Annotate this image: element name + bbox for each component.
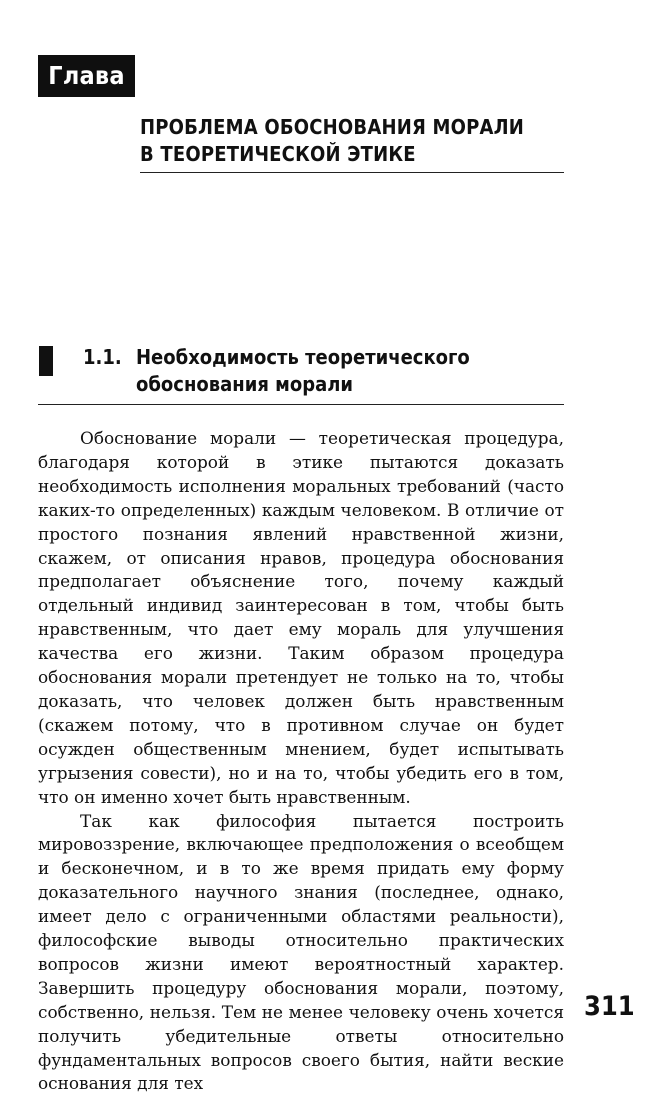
chapter-label: Глава 1 — [38, 55, 135, 97]
paragraph-2: Так как философия пытается построить мировоззрение, включающее предположения о всеобщем и бесконечном, и в то же время придать ему форму доказательного научного знания (последнее, однако, имеет дело с ограниченными областями реальности), философские выводы относительно практических вопросов жизни имеют вероятностный характер. Завершить процедуру обоснования морали, поэтому, собственно, нельзя. Тем не менее человеку очень хочется получить убедительные ответы относительно фундаментальных вопросов своего бытия, найти веские основания для тех — [38, 810, 564, 1096]
page-number: 311 — [584, 992, 635, 1022]
section-title — [136, 344, 566, 398]
section-marker — [39, 346, 53, 376]
paragraph-1: Обоснование морали — теоретическая процедура, благодаря которой в этике пытаются доказать необходимость исполнения моральных требований (часто каких-то определенных) каждым человеком. В отличие от простого познания явлений нравственной жизни, скажем, от описания нравов, процедура обоснования предполагает объяснение того, почему каждый отдельный индивид заинтересован в том, чтобы быть нравственным, что дает ему мораль для улучшения качества его жизни. Таким образом процедура обоснования морали претендует не только на то, чтобы доказать, что человек должен быть нравственным (скажем потому, что в противном случае он будет осужден общественным мнением, будет испытывать угрызения совести), но и на то, чтобы убедить его в том, что он именно хочет быть нравственным. — [38, 427, 564, 810]
chapter-title-line-2: В ТЕОРЕТИЧЕСКОЙ ЭТИКЕ — [140, 141, 564, 168]
chapter-title-line-1: ПРОБЛЕМА ОБОСНОВАНИЯ МОРАЛИ — [140, 114, 564, 141]
chapter-title-rule — [140, 172, 564, 173]
section-title-rule — [38, 404, 564, 405]
body-text — [38, 427, 564, 1096]
chapter-title — [140, 114, 564, 168]
section-number: 1.1. — [83, 344, 122, 370]
section-title-line-1: Необходимость теоретического — [136, 344, 566, 371]
section-title-line-2: обоснования морали — [136, 371, 566, 398]
